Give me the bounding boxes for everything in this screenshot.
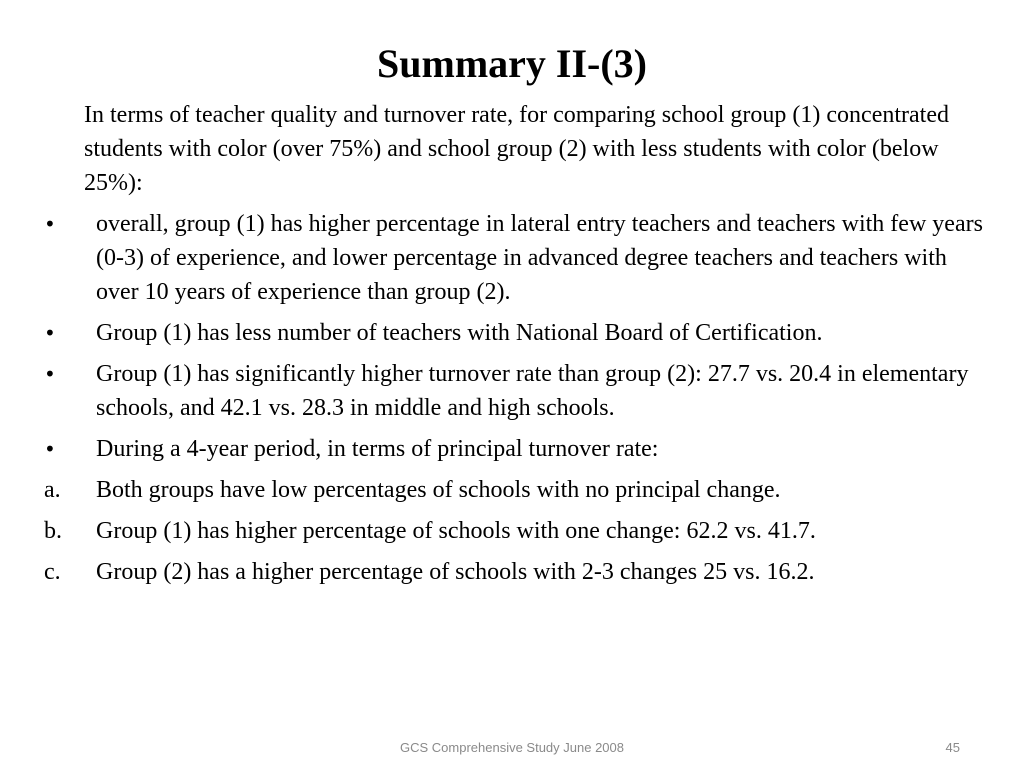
- slide-body: [40, 98, 990, 596]
- list-item: [40, 207, 990, 309]
- list-item-text: Group (2) has a higher percentage of schools with 2-3 changes 25 vs. 16.2.: [96, 559, 815, 585]
- list-item-text: Group (1) has higher percentage of schools with one change: 62.2 vs. 41.7.: [96, 518, 816, 544]
- letter-marker: a.: [44, 477, 61, 503]
- list-item-text: overall, group (1) has higher percentage in lateral entry teachers and teachers with few years (0-3) of experience, and lower percentage in advanced degree teachers and teachers with over 10 years of experience than group (2).: [96, 211, 983, 305]
- list-item-text: Group (1) has significantly higher turnover rate than group (2): 27.7 vs. 20.4 in elementary schools, and 42.1 vs. 28.3 in middle and high schools.: [96, 361, 969, 421]
- list-item-text: Both groups have low percentages of schools with no principal change.: [96, 477, 781, 503]
- list-item: [40, 357, 990, 425]
- footer-text: GCS Comprehensive Study June 2008: [399, 740, 624, 755]
- list-item: [40, 432, 990, 466]
- letter-marker: b.: [44, 518, 62, 544]
- bullet-marker: •: [44, 362, 56, 386]
- list-item: [40, 555, 990, 589]
- bullet-marker: •: [44, 321, 56, 345]
- bullet-marker: •: [44, 437, 56, 461]
- list-item-text: Group (1) has less number of teachers with National Board of Certification.: [96, 320, 823, 346]
- list-item: [40, 473, 990, 507]
- list-item-text: During a 4-year period, in terms of principal turnover rate:: [96, 436, 659, 462]
- page-number: 45: [945, 740, 960, 755]
- bullet-marker: •: [44, 212, 56, 236]
- list-item: [40, 514, 990, 548]
- list-item: [40, 316, 990, 350]
- slide-title: Summary II-(3): [377, 41, 647, 86]
- letter-marker: c.: [44, 559, 61, 585]
- intro-paragraph: In terms of teacher quality and turnover rate, for comparing school group (1) concentrated students with color (over 75%) and school group (2) with less students with color (below 25%):: [84, 102, 949, 196]
